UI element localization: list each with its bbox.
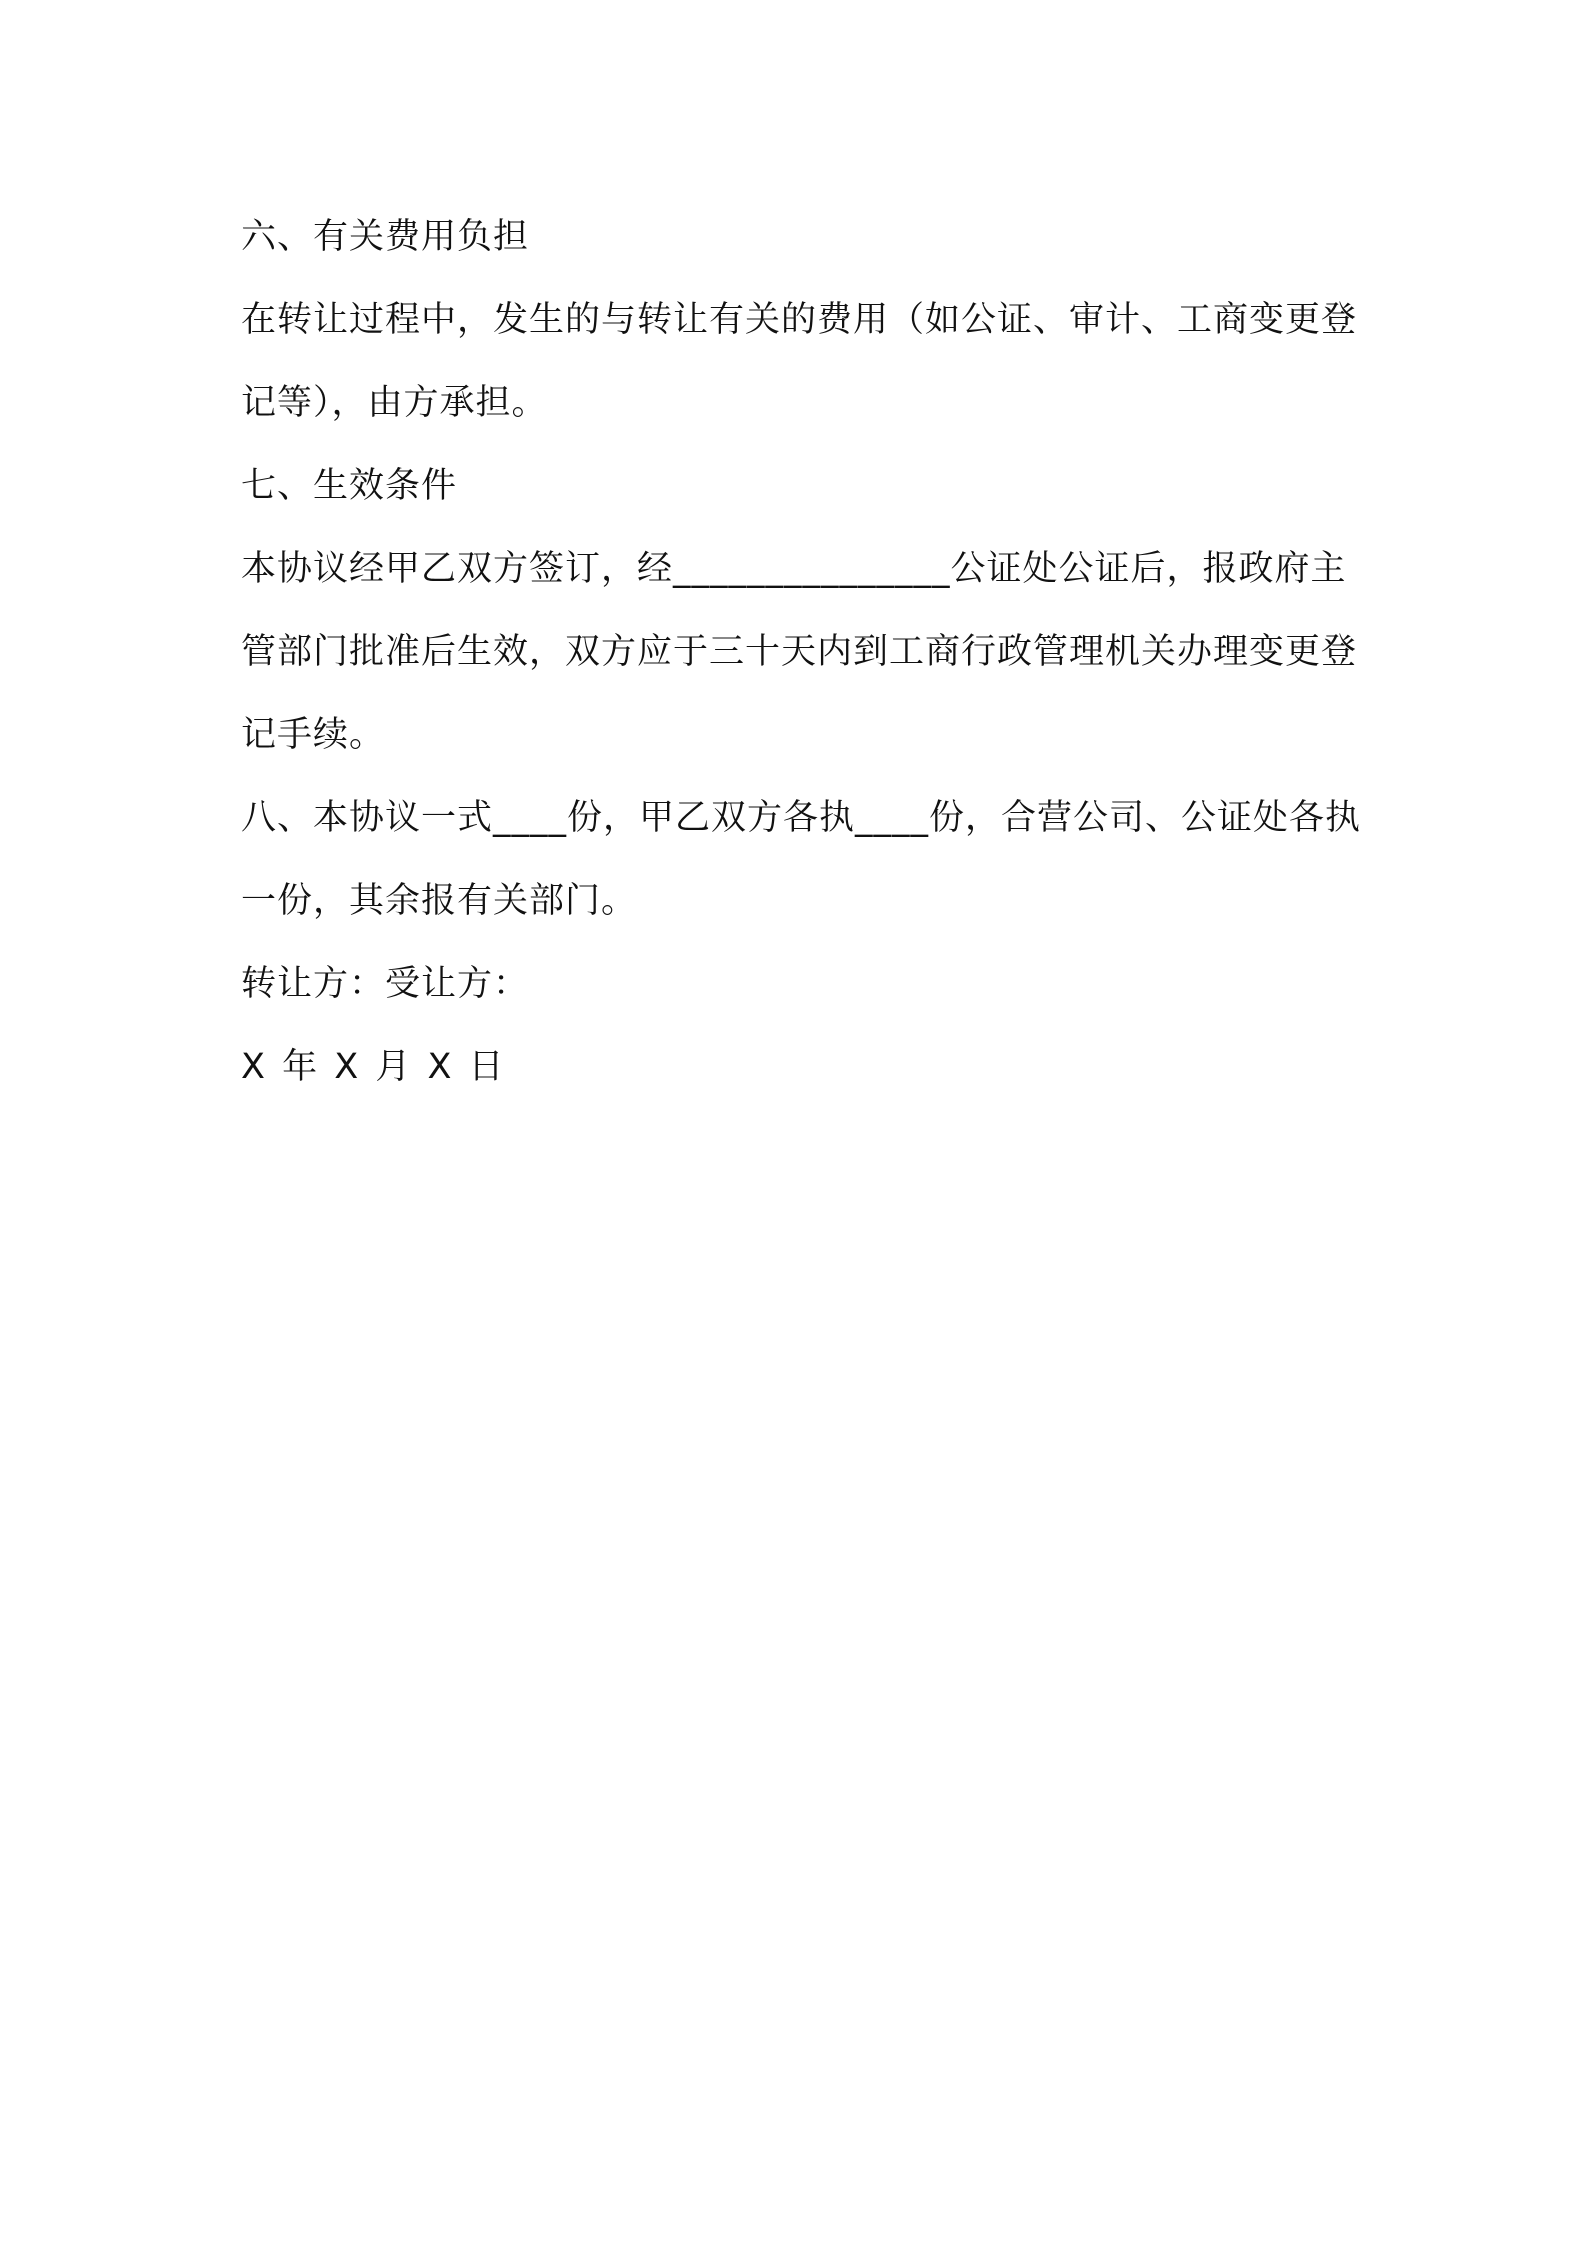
document-body (241, 196, 1361, 1109)
date-line: X 年 X 月 X 日 (241, 1047, 507, 1087)
paragraph-effective-conditions: 本协议经甲乙双方签订，经_______________公证处公证后，报政府主管部门批准后生效，双方应于三十天内到工商行政管理机关办理变更登记手续。 (241, 549, 1358, 755)
section-heading-fees: 六、有关费用负担 (241, 217, 530, 257)
signature-line: 转让方：受让方： (241, 964, 530, 1004)
section-heading-effective-conditions: 七、生效条件 (241, 466, 458, 506)
paragraph-fees: 在转让过程中，发生的与转让有关的费用（如公证、审计、工商变更登记等），由方承担。 (241, 300, 1358, 423)
paragraph-copies: 八、本协议一式____份，甲乙双方各执____份，合营公司、公证处各执一份，其余报有关部门。 (241, 798, 1362, 921)
